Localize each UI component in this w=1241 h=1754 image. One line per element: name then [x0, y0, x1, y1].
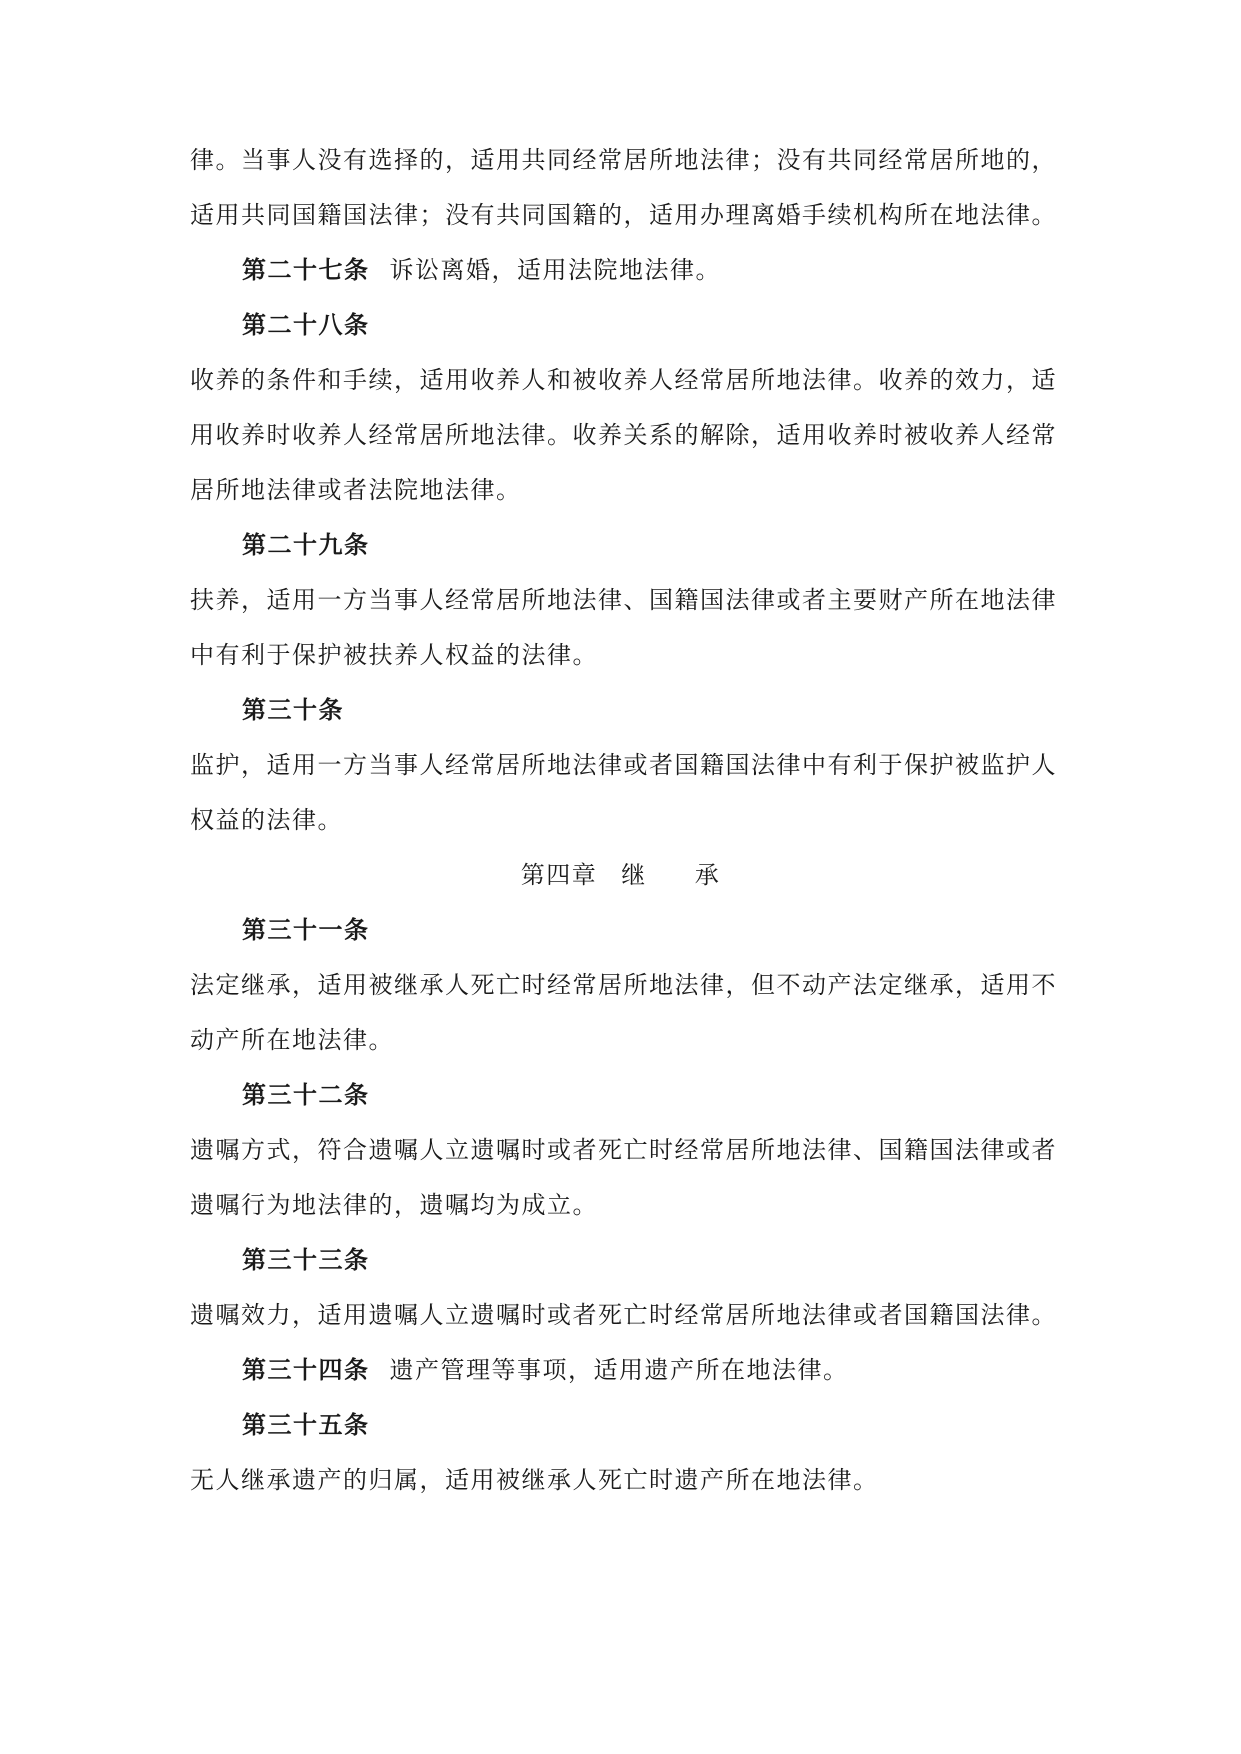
- article-heading: 第二十八条: [242, 310, 370, 339]
- article-heading: 第三十一条: [242, 915, 370, 944]
- article-heading: 第三十二条: [242, 1080, 370, 1109]
- body-text-line: 用收养时收养人经常居所地法律。收养关系的解除，适用收养时被收养人经常: [190, 421, 1057, 449]
- body-text-line: 无人继承遗产的归属，适用被继承人死亡时遗产所在地法律。: [190, 1466, 879, 1494]
- article-heading: 第三十条: [242, 695, 344, 724]
- body-text-line: 遗嘱效力，适用遗嘱人立遗嘱时或者死亡时经常居所地法律或者国籍国法律。: [190, 1301, 1057, 1329]
- chapter-title-char: 承: [694, 861, 721, 889]
- article-34: [242, 1353, 1102, 1387]
- body-text-line: 权益的法律。: [190, 806, 343, 834]
- body-text-line: 适用共同国籍国法律；没有共同国籍的，适用办理离婚手续机构所在地法律。: [190, 201, 1057, 229]
- article-heading: 第三十五条: [242, 1410, 370, 1439]
- body-text-line: 遗嘱方式，符合遗嘱人立遗嘱时或者死亡时经常居所地法律、国籍国法律或者: [190, 1136, 1057, 1164]
- body-text-line: 监护，适用一方当事人经常居所地法律或者国籍国法律中有利于保护被监护人: [190, 751, 1057, 779]
- body-text-line: 收养的条件和手续，适用收养人和被收养人经常居所地法律。收养的效力，适: [190, 366, 1057, 394]
- body-text-line: 律。当事人没有选择的，适用共同经常居所地法律；没有共同经常居所地的，: [190, 146, 1057, 174]
- body-text-line: 扶养，适用一方当事人经常居所地法律、国籍国法律或者主要财产所在地法律: [190, 586, 1057, 614]
- body-text-line: 法定继承，适用被继承人死亡时经常居所地法律，但不动产法定继承，适用不: [190, 971, 1057, 999]
- article-heading: 第三十三条: [242, 1245, 370, 1274]
- body-text-line: 居所地法律或者法院地法律。: [190, 476, 522, 504]
- article-text: 遗产管理等事项，适用遗产所在地法律。: [389, 1356, 849, 1384]
- body-text-line: 动产所在地法律。: [190, 1026, 394, 1054]
- chapter-number: 第四章: [520, 861, 598, 889]
- article-heading: 第二十七条: [242, 255, 370, 284]
- chapter-heading: [0, 858, 1241, 892]
- article-heading: 第三十四条: [242, 1355, 370, 1384]
- chapter-title-char: 继: [621, 861, 647, 889]
- article-heading: 第二十九条: [242, 530, 370, 559]
- body-text-line: 遗嘱行为地法律的，遗嘱均为成立。: [190, 1191, 598, 1219]
- article-27: [242, 253, 1102, 287]
- article-text: 诉讼离婚，适用法院地法律。: [389, 256, 721, 284]
- body-text-line: 中有利于保护被扶养人权益的法律。: [190, 641, 598, 669]
